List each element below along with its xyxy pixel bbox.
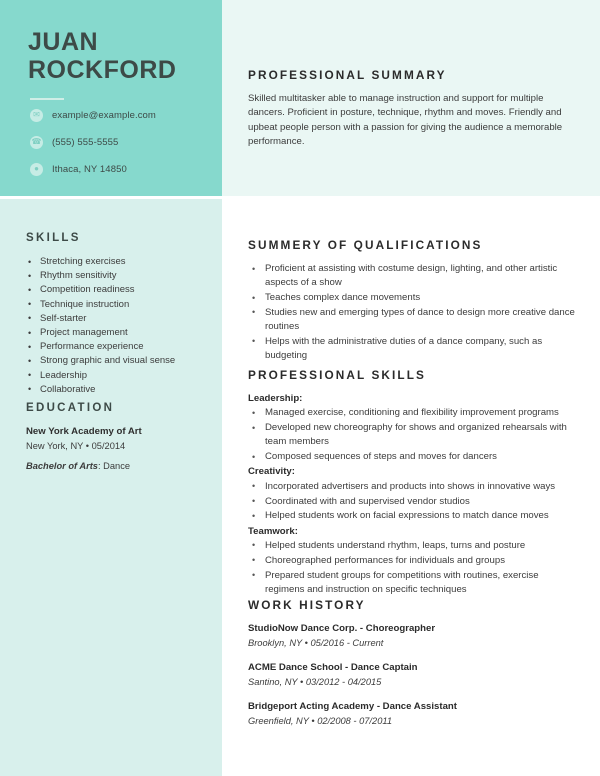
qualifications-section xyxy=(248,238,578,364)
qualifications-list xyxy=(248,262,578,364)
skills-group-label-teamwork: Teamwork: xyxy=(248,525,298,537)
list-item: • Rhythm sensitivity xyxy=(26,269,212,283)
list-item: • Helped students work on facial expressions to match dance moves xyxy=(248,509,578,523)
list-item: • Strong graphic and visual sense xyxy=(26,354,212,368)
education-location-date: New York, NY • 05/2014 xyxy=(26,441,126,451)
work-history-entry xyxy=(248,700,578,728)
job-meta: Santino, NY • 03/2012 - 04/2015 xyxy=(248,677,382,687)
list-item: • Competition readiness xyxy=(26,283,212,297)
contact-location-text: Ithaca, NY 14850 xyxy=(52,163,127,175)
list-item: • Managed exercise, conditioning and flexibility improvement programs xyxy=(248,406,578,420)
work-history-heading: WORK HISTORY xyxy=(248,598,366,612)
list-item: • Performance experience xyxy=(26,340,212,354)
skills-heading: SKILLS xyxy=(26,232,81,244)
contact-location[interactable] xyxy=(30,157,220,181)
contact-phone-text: (555) 555-5555 xyxy=(52,136,119,148)
envelope-icon: ✉ xyxy=(30,109,43,122)
location-pin-icon: ● xyxy=(30,163,43,176)
education-degree-field: : Dance xyxy=(97,461,131,471)
list-item: • Project management xyxy=(26,326,212,340)
skills-group-list-creativity xyxy=(248,480,578,524)
phone-icon: ☎ xyxy=(30,136,43,149)
list-item: • Composed sequences of steps and moves for dancers xyxy=(248,450,578,464)
job-meta: Brooklyn, NY • 05/2016 - Current xyxy=(248,638,384,648)
contact-email-text: example@example.com xyxy=(52,109,156,121)
contact-email[interactable] xyxy=(30,103,220,127)
last-name: ROCKFORD xyxy=(28,56,177,84)
education-heading: EDUCATION xyxy=(26,402,115,414)
list-item: • Collaborative xyxy=(26,383,212,397)
education-degree xyxy=(26,459,212,473)
first-name: JUAN xyxy=(28,28,99,56)
contact-phone[interactable] xyxy=(30,130,220,154)
education-degree-name: Bachelor of Arts xyxy=(26,461,98,471)
skills-group-list-leadership xyxy=(248,406,578,464)
skills-group-list-teamwork xyxy=(248,539,578,597)
list-item: • Leadership xyxy=(26,369,212,383)
professional-skills-section xyxy=(248,368,578,598)
list-item: • Incorporated advertisers and products into shows in innovative ways xyxy=(248,480,578,494)
professional-skills-heading: PROFESSIONAL SKILLS xyxy=(248,368,426,382)
list-item: • Teaches complex dance movements xyxy=(248,291,578,305)
skills-section xyxy=(26,232,212,397)
professional-summary-text: Skilled multitasker able to manage instruction and support for multiple dancers. Proficient in posture, technique, rhythm and moves. Friendly and upbeat people person with a passion for giving the audience a memorable performance. xyxy=(248,93,563,147)
skills-group-label-creativity: Creativity: xyxy=(248,466,295,478)
list-item: • Studies new and emerging types of dance to design more creative dance routines xyxy=(248,306,578,335)
list-item: • Proficient at assisting with costume design, lighting, and other artistic aspects of a show xyxy=(248,262,578,291)
job-title: ACME Dance School - Dance Captain xyxy=(248,662,418,673)
skills-group-label-leadership: Leadership: xyxy=(248,393,303,404)
list-item: • Helps with the administrative duties of a dance company, such as budgeting xyxy=(248,335,578,364)
work-history-section xyxy=(248,598,578,739)
job-meta: Greenfield, NY • 02/2008 - 07/2011 xyxy=(248,716,393,726)
name-divider xyxy=(30,98,64,100)
list-item: • Stretching exercises xyxy=(26,255,212,269)
professional-summary-section xyxy=(248,68,578,149)
skills-list xyxy=(26,255,212,397)
contact-list xyxy=(30,103,220,184)
list-item: • Coordinated with and supervised vendor studios xyxy=(248,495,578,509)
name-block xyxy=(28,28,218,100)
list-item: • Technique instruction xyxy=(26,298,212,312)
work-history-entry xyxy=(248,661,578,689)
work-history-entry xyxy=(248,622,578,650)
professional-summary-heading: PROFESSIONAL SUMMARY xyxy=(248,68,447,82)
list-item: • Choreographed performances for individuals and groups xyxy=(248,554,578,568)
list-item: • Prepared student groups for competitions with routines, exercise regimens and instruction on specific techniques xyxy=(248,569,578,598)
list-item: • Helped students understand rhythm, leaps, turns and posture xyxy=(248,539,578,553)
job-title: Bridgeport Acting Academy - Dance Assistant xyxy=(248,701,457,712)
job-title: StudioNow Dance Corp. - Choreographer xyxy=(248,623,436,634)
list-item: • Self-starter xyxy=(26,312,212,326)
qualifications-heading: SUMMERY OF QUALIFICATIONS xyxy=(248,238,483,252)
list-item: • Developed new choreography for shows and organized rehearsals with team members xyxy=(248,421,578,450)
education-school: New York Academy of Art xyxy=(26,426,142,437)
education-section xyxy=(26,402,212,473)
